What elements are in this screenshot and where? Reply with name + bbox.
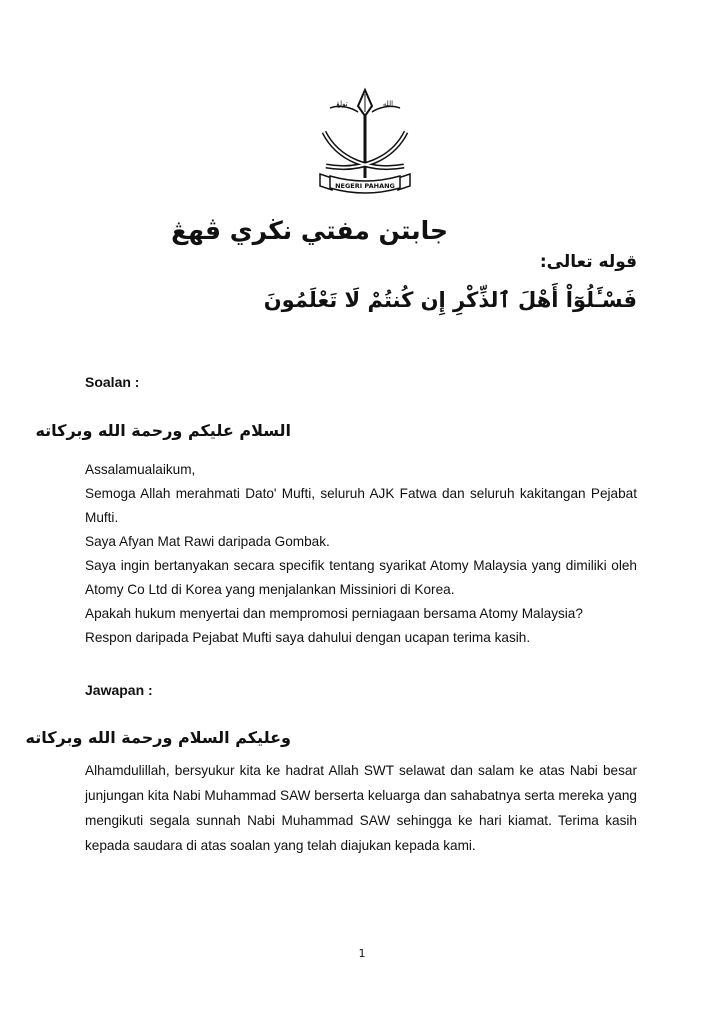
question-line: Apakah hukum menyertai dan mempromosi perniagaan bersama Atomy Malaysia? — [85, 606, 583, 621]
quran-verse: فَسْـَٔلُوٓاْ أَهْلَ ٱلذِّكْرِ إِن كُنتُمْ لَا تَعْلَمُونَ — [263, 288, 637, 312]
answer-salam: وعليكم السلام ورحمة الله وبركاته — [25, 728, 291, 747]
question-line: Semoga Allah merahmati Dato' Mufti, seluruh AJK Fatwa dan seluruh kakitangan Pejabat Mufti. — [85, 486, 637, 525]
crest-motto-left: تولڠ — [336, 100, 348, 108]
question-body — [85, 458, 637, 650]
crest-graphic — [312, 86, 418, 198]
question-heading: Soalan : — [85, 374, 140, 390]
crest-ribbon-text: NEGERI PAHANG — [335, 182, 395, 190]
question-line: Saya ingin bertanyakan secara specifik tentang syarikat Atomy Malaysia yang dimiliki oleh Atomy Co Ltd di Korea yang menjalankan Missiniori di Korea. — [85, 558, 637, 597]
department-title: جابتن مفتي نڬري ڤهڠ — [171, 216, 448, 245]
question-line: Saya Afyan Mat Rawi daripada Gombak. — [85, 534, 330, 549]
pahang-crest-logo — [312, 86, 418, 198]
answer-heading: Jawapan : — [85, 682, 153, 698]
question-line: Respon daripada Pejabat Mufti saya dahului dengan ucapan terima kasih. — [85, 630, 531, 645]
answer-body — [85, 758, 637, 858]
page-number: 1 — [358, 947, 366, 960]
question-salam: السلام عليكم ورحمة الله وبركاته — [35, 421, 291, 440]
answer-paragraph: Alhamdulillah, bersyukur kita ke hadrat Allah SWT selawat dan salam ke atas Nabi besar junjungan kita Nabi Muhammad SAW berserta keluarga dan sahabatnya serta mereka yang mengikuti segala sunnah Nabi Muhammad SAW sehingga ke hari kiamat. Terima kasih kepada saudara di atas soalan yang telah diajukan kepada kami. — [85, 763, 637, 853]
question-line: Assalamualaikum, — [85, 462, 196, 477]
crest-motto-right: الله — [382, 100, 394, 108]
quote-label: قوله تعالى: — [539, 252, 637, 272]
